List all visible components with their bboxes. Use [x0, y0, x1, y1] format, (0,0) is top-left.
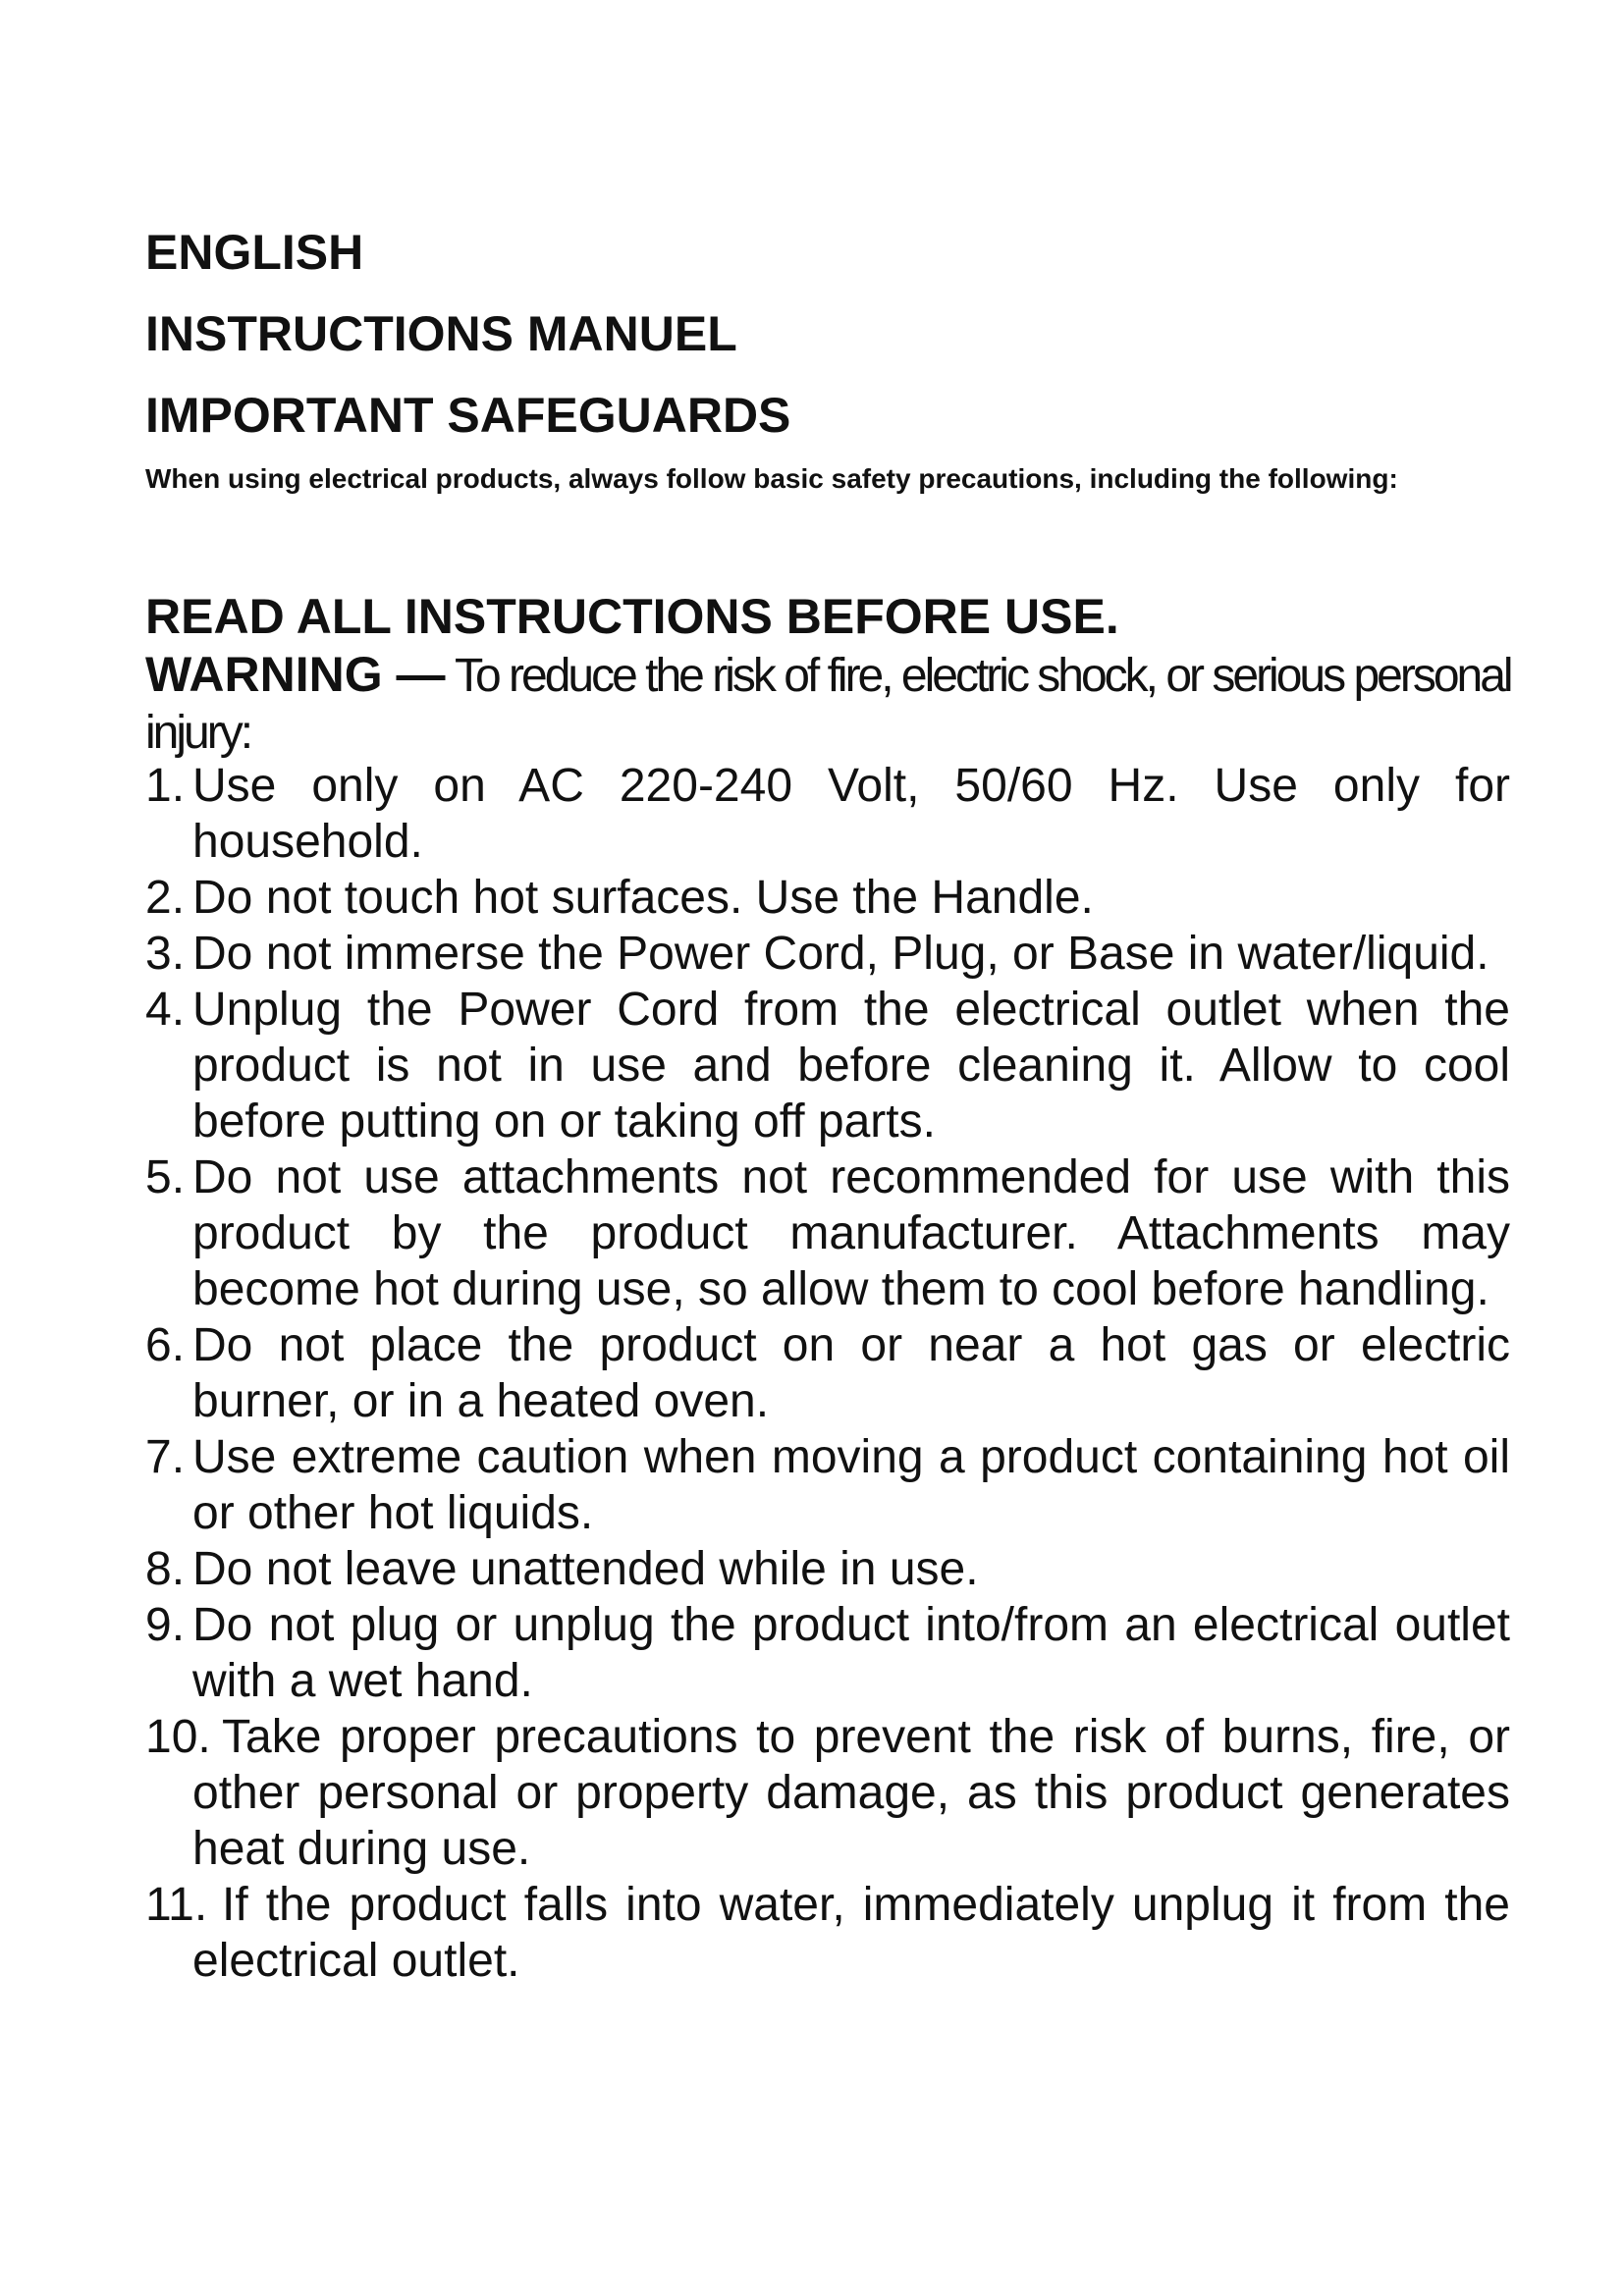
item-text: Do not touch hot surfaces. Use the Handle. [192, 872, 1094, 924]
heading-safeguards: IMPORTANT SAFEGUARDS [145, 388, 791, 443]
item-text: Do not leave unattended while in use. [192, 1543, 979, 1595]
item-number: 1. [145, 760, 186, 812]
list-item [145, 1597, 1510, 1709]
item-number: 11. [145, 1879, 208, 1931]
item-text: Use only on AC 220-240 Volt, 50/60 Hz. Use only for household. [192, 760, 1510, 868]
list-item [145, 1317, 1510, 1429]
warning-label: WARNING — [145, 647, 446, 702]
list-item [145, 982, 1510, 1149]
item-number: 4. [145, 984, 186, 1036]
heading-language: ENGLISH [145, 225, 364, 280]
read-all-instructions: READ ALL INSTRUCTIONS BEFORE USE. [145, 589, 1119, 644]
item-number: 10. [145, 1711, 211, 1763]
item-text: Do not immerse the Power Cord, Plug, or Base in water/liquid. [192, 928, 1489, 980]
item-text: Unplug the Power Cord from the electrical outlet when the product is not in use and before cleaning it. Allow to cool before putting on or taking off parts. [192, 984, 1510, 1148]
item-number: 7. [145, 1431, 186, 1483]
list-item [145, 926, 1510, 982]
item-number: 2. [145, 872, 186, 924]
item-text: If the product falls into water, immediately unplug it from the electrical outlet. [192, 1879, 1510, 1987]
item-number: 3. [145, 928, 186, 980]
item-number: 8. [145, 1543, 186, 1595]
safeguards-list [145, 758, 1510, 1989]
list-item [145, 870, 1510, 926]
item-text: Do not place the product on or near a hot gas or electric burner, or in a heated oven. [192, 1319, 1510, 1427]
list-item [145, 1541, 1510, 1597]
item-number: 9. [145, 1599, 186, 1651]
list-item [145, 1877, 1510, 1989]
item-number: 6. [145, 1319, 186, 1371]
item-number: 5. [145, 1151, 186, 1203]
list-item [145, 1709, 1510, 1877]
item-text: Do not plug or unplug the product into/from an electrical outlet with a wet hand. [192, 1599, 1510, 1707]
item-text: Use extreme caution when moving a product containing hot oil or other hot liquids. [192, 1431, 1510, 1539]
item-text: Do not use attachments not recommended for use with this product by the product manufacturer. Attachments may become hot during use, so allow them to cool before handling. [192, 1151, 1510, 1315]
heading-manual-title: INSTRUCTIONS MANUEL [145, 306, 737, 361]
list-item [145, 1429, 1510, 1541]
item-text: Take proper precautions to prevent the risk of burns, fire, or other personal or property damage, as this product generates heat during use. [192, 1711, 1510, 1875]
list-item [145, 1149, 1510, 1317]
warning-text: To reduce the risk of fire, electric shock, or serious personal injury: [145, 650, 1511, 759]
warning-statement [145, 646, 1520, 762]
list-item [145, 758, 1510, 870]
intro-paragraph: When using electrical products, always follow basic safety precautions, including the following: [145, 463, 1398, 494]
